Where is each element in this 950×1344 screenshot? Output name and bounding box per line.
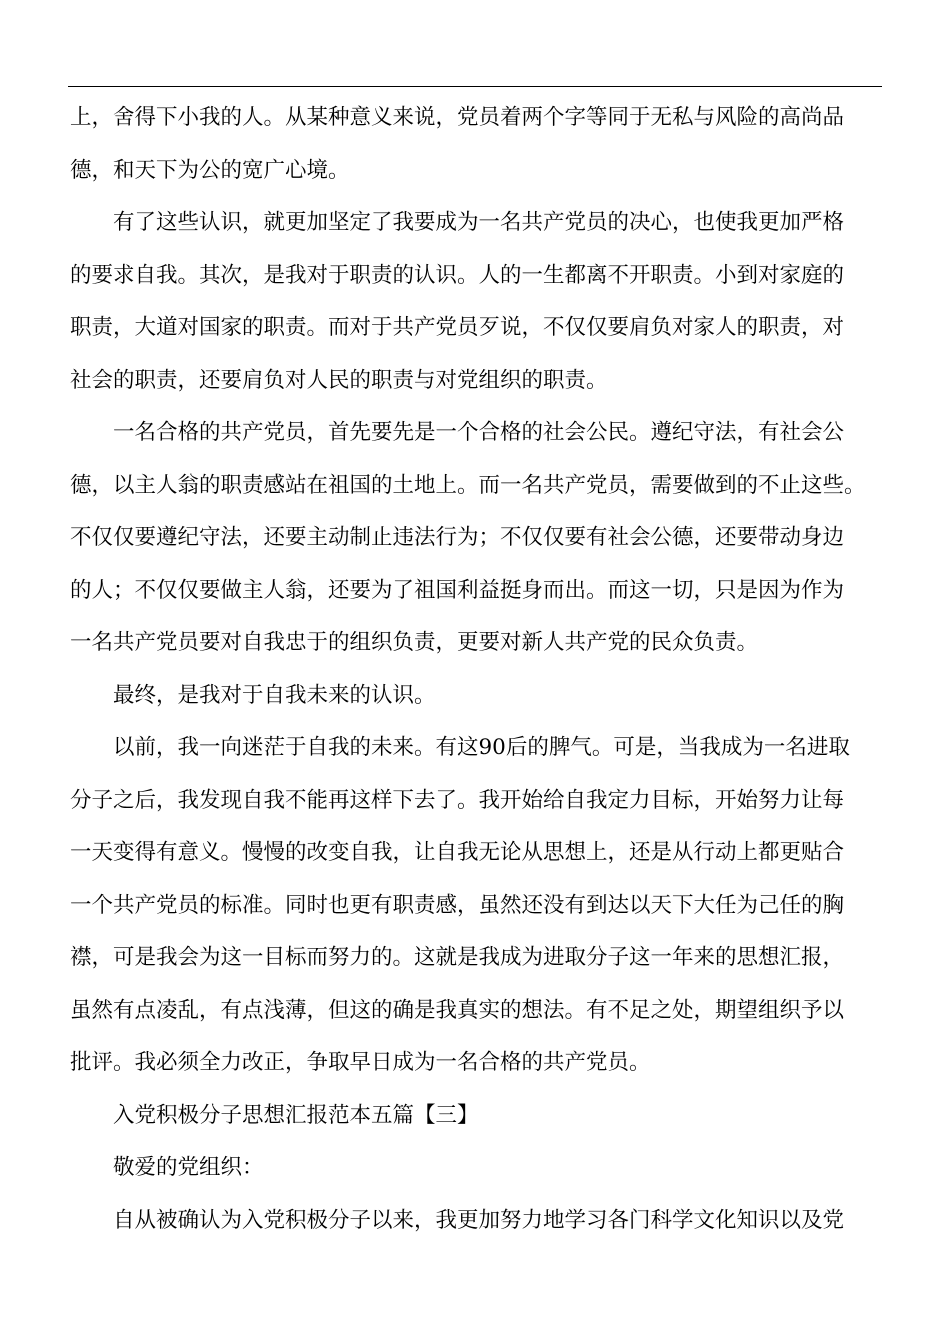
text-line: 一天变得有意义。慢慢的改变自我，让自我无论从思想上，还是从行动上都更贴合 xyxy=(70,840,845,865)
document-body xyxy=(70,92,882,1247)
text-line: 襟，可是我会为这一目标而努力的。这就是我成为进取分子这一年来的思想汇报， xyxy=(70,945,845,970)
salutation: 敬爱的党组织： xyxy=(113,1155,264,1180)
text-line: 虽然有点凌乱，有点浅薄，但这的确是我真实的想法。有不足之处，期望组织予以 xyxy=(70,997,845,1023)
text-line: 以前，我一向迷茫于自我的未来。有这90后的脾气。可是，当我成为一名进取 xyxy=(113,735,850,760)
section-heading: 入党积极分子思想汇报范本五篇【三】 xyxy=(113,1102,479,1128)
text-line: 自从被确认为入党积极分子以来，我更加努力地学习各门科学文化知识以及党 xyxy=(113,1207,845,1233)
text-line: 分子之后，我发现自我不能再这样下去了。我开始给自我定力目标，开始努力让每 xyxy=(70,787,845,813)
text-line: 最终，是我对于自我未来的认识。 xyxy=(113,682,436,708)
text-line: 一名合格的共产党员，首先要先是一个合格的社会公民。遵纪守法，有社会公 xyxy=(113,420,845,445)
text-line: 一个共产党员的标准。同时也更有职责感，虽然还没有到达以天下大任为己任的胸 xyxy=(70,892,845,918)
text-line: 职责，大道对国家的职责。而对于共产党员歹说，不仅仅要肩负对家人的职责，对 xyxy=(70,315,845,340)
text-line: 社会的职责，还要肩负对人民的职责与对党组织的职责。 xyxy=(70,367,608,393)
text-line: 批评。我必须全力改正，争取早日成为一名合格的共产党员。 xyxy=(70,1050,651,1075)
text-line: 有了这些认识，就更加坚定了我要成为一名共产党员的决心，也使我更加严格 xyxy=(113,210,845,235)
text-line: 不仅仅要遵纪守法，还要主动制止违法行为；不仅仅要有社会公德，还要带动身边 xyxy=(70,525,845,550)
header-divider xyxy=(68,86,882,87)
text-line: 德，以主人翁的职责感站在祖国的土地上。而一名共产党员，需要做到的不止这些。 xyxy=(70,472,866,498)
text-line: 的要求自我。其次，是我对于职责的认识。人的一生都离不开职责。小到对家庭的 xyxy=(70,262,845,288)
text-line: 一名共产党员要对自我忠于的组织负责，更要对新人共产党的民众负责。 xyxy=(70,630,759,655)
text-line: 德，和天下为公的宽广心境。 xyxy=(70,157,350,183)
text-line: 的人；不仅仅要做主人翁，还要为了祖国利益挺身而出。而这一切，只是因为作为 xyxy=(70,577,845,603)
text-line: 上，舍得下小我的人。从某种意义来说，党员着两个字等同于无私与风险的高尚品 xyxy=(70,105,845,130)
